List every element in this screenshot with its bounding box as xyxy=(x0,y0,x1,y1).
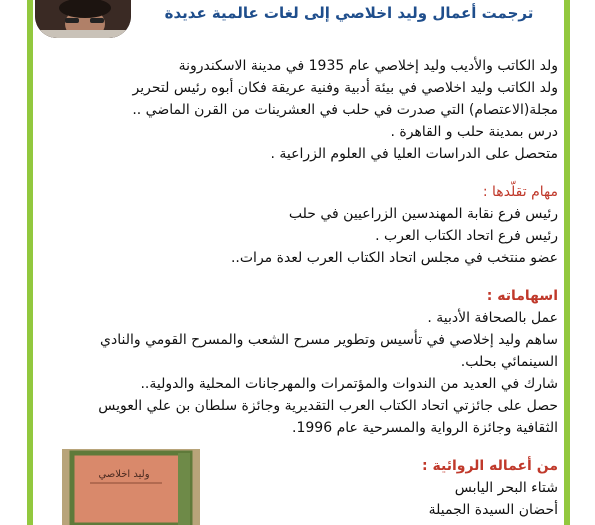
contributions-line: الثقافية وجائزة الرواية والمسرحية عام 1996. xyxy=(292,420,558,436)
page-frame-right xyxy=(564,0,570,525)
author-portrait xyxy=(35,0,131,38)
roles-section xyxy=(60,181,558,269)
contributions-line: السينمائي بحلب. xyxy=(460,354,558,370)
novels-title: من أعماله الروائية : xyxy=(422,458,558,474)
bio-line: ولد الكاتب وليد اخلاصي في بيئة أدبية وفنية عريقة فكان أبوه رئيس لتحرير xyxy=(132,80,558,96)
contributions-section xyxy=(60,285,558,439)
novels-line: أحضان السيدة الجميلة xyxy=(428,502,558,518)
book-author-text: وليد اخلاصي xyxy=(98,469,150,480)
roles-line: عضو منتخب في مجلس اتحاد الكتاب العرب لعدة مرات.. xyxy=(230,250,558,266)
bio-line: ولد الكاتب والأديب وليد إخلاصي عام 1935 في مدينة الاسكندرونة xyxy=(178,58,558,74)
roles-title: مهام تقلّدها : xyxy=(482,184,558,200)
bio-line: درس بمدينة حلب و القاهرة . xyxy=(390,124,558,140)
roles-line: رئيس فرع نقابة المهندسين الزراعيين في حلب xyxy=(288,206,558,222)
bio-line: مجلة(الاعتصام) التي صدرت في حلب في العشرينات من القرن الماضي .. xyxy=(132,102,558,118)
page-frame-left xyxy=(27,0,33,525)
contributions-line: شارك في العديد من الندوات والمؤتمرات والمهرجانات المحلية والدولية.. xyxy=(140,376,558,392)
novels-line: شتاء البحر اليابس xyxy=(454,480,558,496)
roles-line: رئيس فرع اتحاد الكتاب العرب . xyxy=(375,228,558,244)
contributions-line: ساهم وليد إخلاصي في تأسيس وتطوير مسرح الشعب والمسرح القومي والنادي xyxy=(100,332,558,348)
book-cover-image xyxy=(62,449,200,525)
book-cover-graphic xyxy=(62,449,200,525)
contributions-line: حصل على جائزتي اتحاد الكتاب العرب التقديرية وجائزة سلطان بن علي العويس xyxy=(98,398,558,414)
contributions-line: عمل بالصحافة الأدبية . xyxy=(427,310,558,326)
page-headline: ترجمت أعمال وليد اخلاصي إلى لغات عالمية عديدة xyxy=(164,4,534,22)
bio-section xyxy=(60,55,558,165)
contributions-title: اسهاماته : xyxy=(486,288,558,304)
bio-line: متحصل على الدراسات العليا في العلوم الزراعية . xyxy=(270,146,558,162)
author-portrait-image xyxy=(35,0,131,38)
